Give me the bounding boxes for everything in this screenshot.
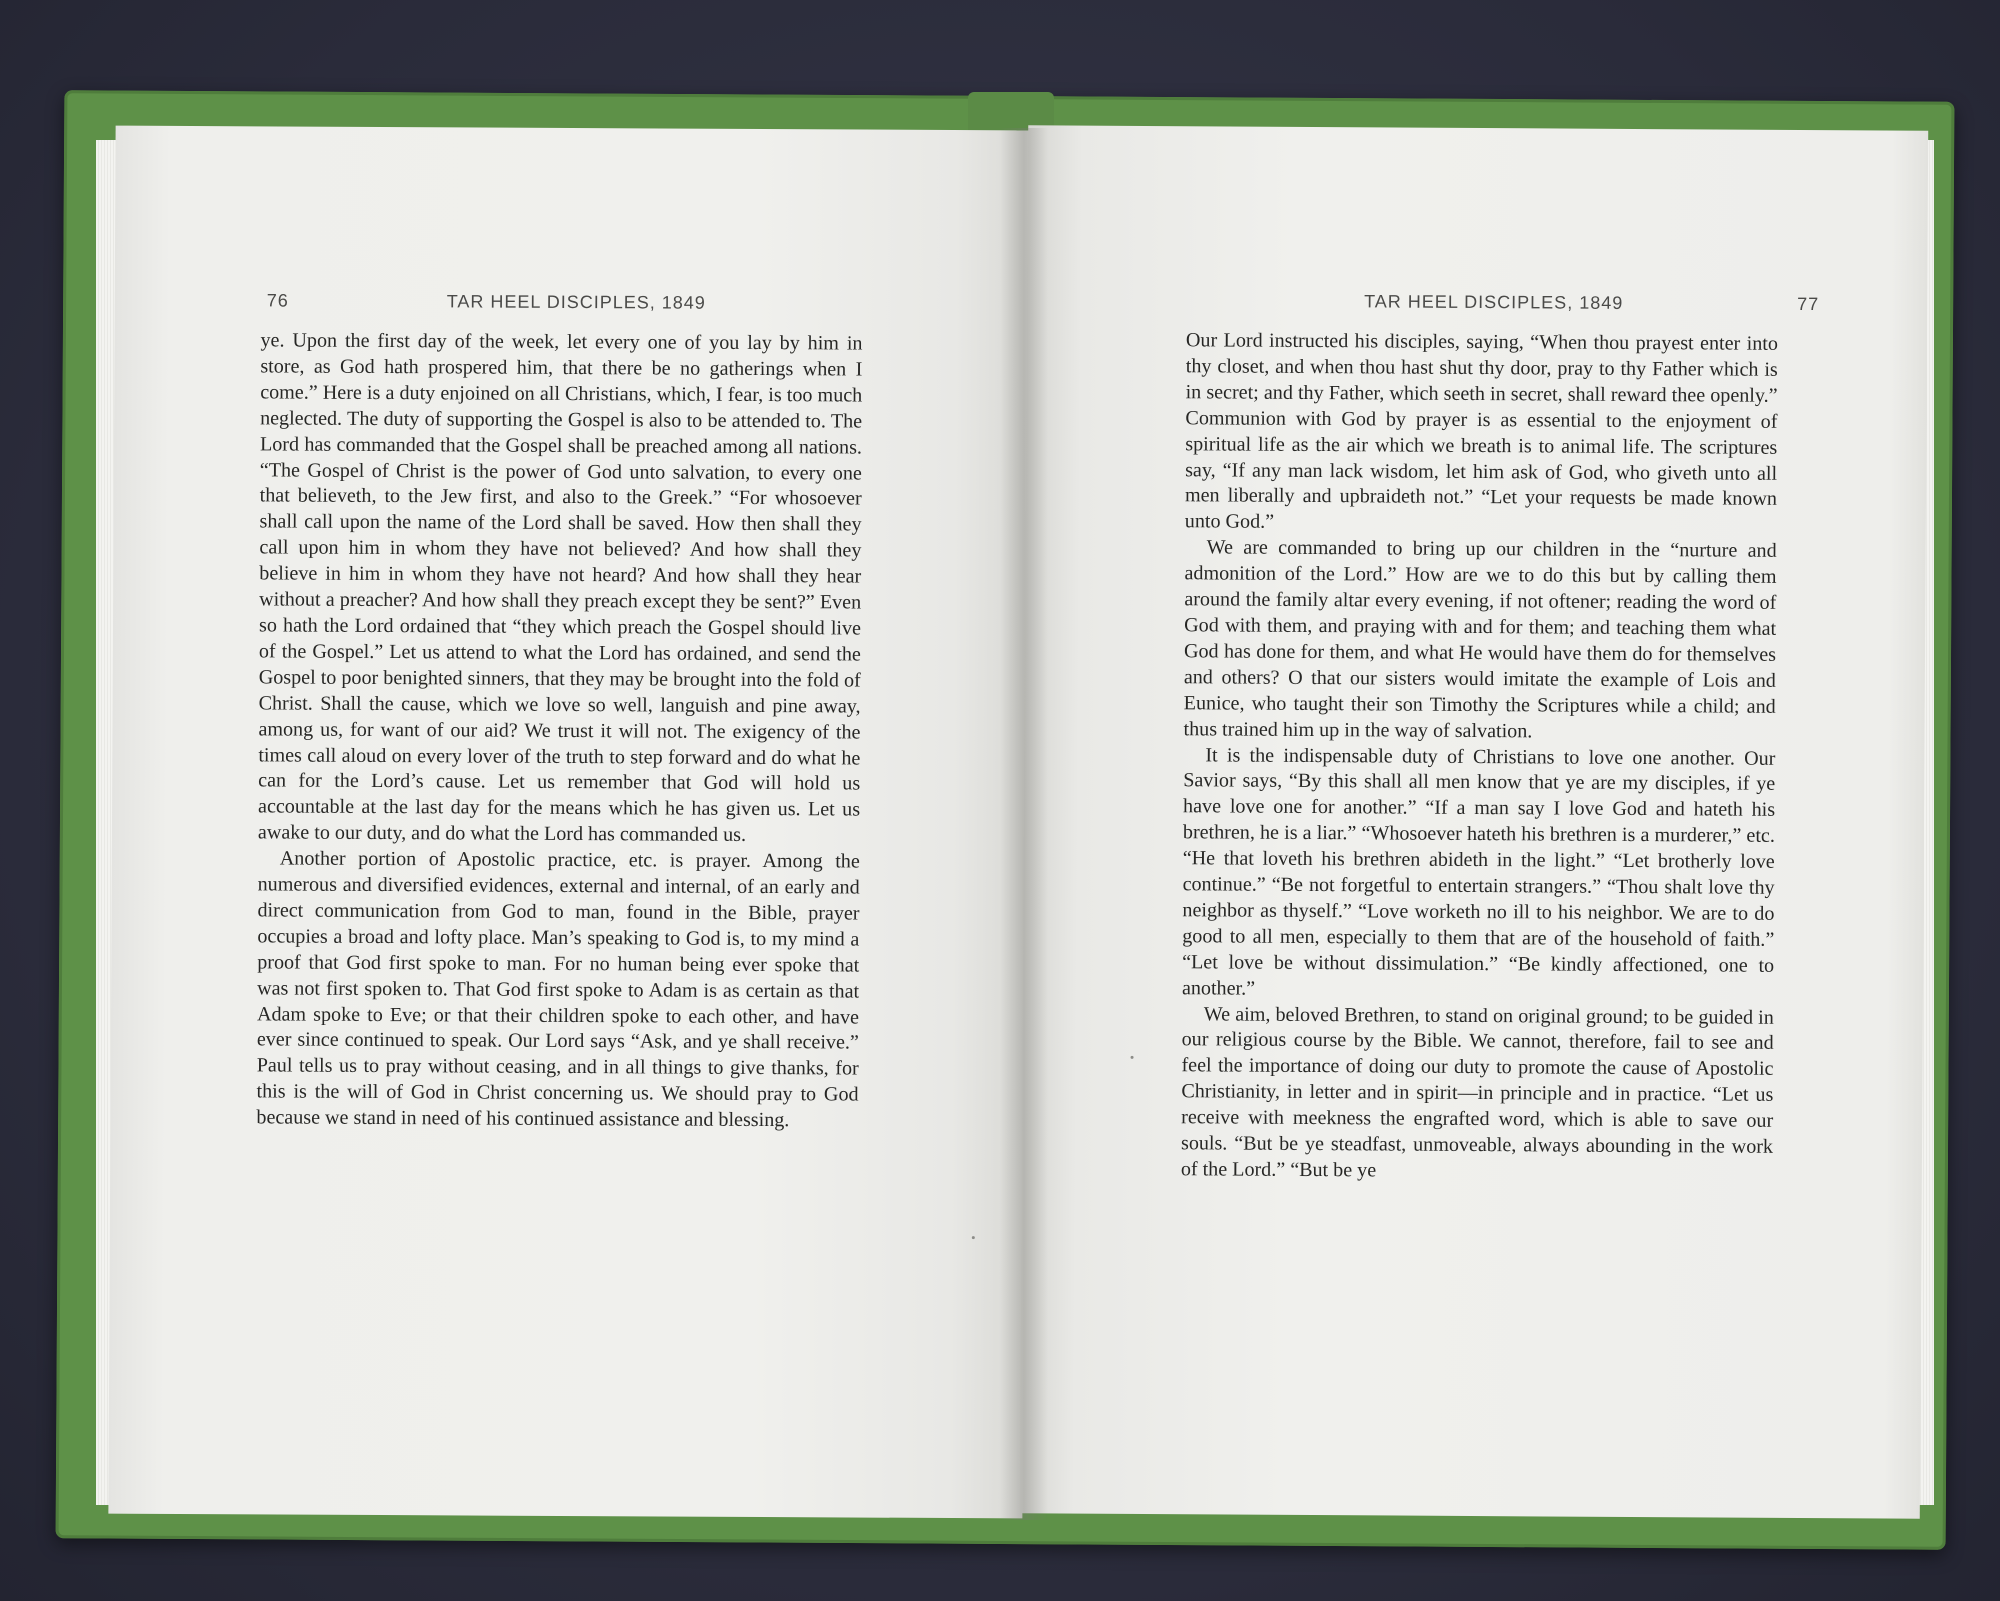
paper-speck xyxy=(972,1236,975,1239)
left-page xyxy=(108,126,1029,1519)
paragraph: It is the indispensable duty of Christians to love one another. Our Savior says, “By this shall all men know that ye are my disciples, if ye have love one for another.” “If a man say I love God and hateth his brethren, he is a liar.” “Whosoever hateth his brethren is a murderer,” etc. “He that loveth his brethren abideth in the light.” “Let brotherly love continue.” “Be not forgetful to entertain strangers.” “Thou shalt love thy neighbor as thyself.” “Love worketh no ill to his neighbor. We are to do good to all men, especially to them that are of the household of faith.” “Let love be without dissimulation.” “Be kindly affectioned, one to another.” xyxy=(1181,743,1776,1000)
paragraph: We aim, beloved Brethren, to stand on original ground; to be guided in our religious course by the Bible. We cannot, therefore, fail to see and feel the importance of doing our duty to promote the cause of Apostolic Christianity, in letter and in spirit—in principle and in practice. “Let us receive with meekness the engrafted word, which is able to save our souls. “But be ye steadfast, unmoveable, always abounding in the work of the Lord.” “But be ye xyxy=(1180,1002,1774,1182)
paragraph: Our Lord instructed his disciples, saying, “When thou prayest enter into thy closet, and when thou hast shut thy door, pray to thy Father which is in secret; and thy Father, which seeth in secret, shall reward thee openly.” Communion with God by prayer is as essential to the enjoyment of spiritual life as the air which we breath is to animal life. The scriptures say, “If any man lack wisdom, let him ask of God, who giveth unto all men liberally and upbraideth not.” “Let your requests be made known unto God.” xyxy=(1184,329,1778,534)
paper-speck xyxy=(1131,1056,1134,1059)
paragraph: We are commanded to bring up our children in the “nurture and admonition of the Lord.” How are we to do this but by calling them around the family altar every evening, if not oftener; reading the word of God with them, and praying with and for them; and teaching them what God has done for them, and what He would have them do for themselves and others? O that our sisters would imitate the example of Lois and Eunice, who taught their son Timothy the Scriptures while a child; and thus trained him up in the way of salvation. xyxy=(1183,536,1777,742)
left-page-body xyxy=(256,328,862,1134)
right-page-body xyxy=(1181,328,1778,1187)
page-number: 76 xyxy=(266,290,289,311)
paragraph: Another portion of Apostolic practice, etc. is prayer. Among the numerous and diversified evidences, external and internal, of an early and direct communication from God to man, found in the Bible, prayer occupies a broad and lofty place. Man’s speaking to God is, to my mind a proof that God first spoke to man. For no human being ever spoke that was not first spoken to. That God first spoke to Adam is as certain as that Adam spoke to Eve; or that their children spoke to each other, and have ever since continued to speak. Our Lord says “Ask, and ye shall receive.” Paul tells us to pray without ceasing, and in all things to give thanks, for this is the will of God in Christ concerning us. We should pray to God because we stand in need of his continued assistance and blessing. xyxy=(256,847,860,1132)
page-number: 77 xyxy=(1797,293,1820,315)
right-page-header xyxy=(1020,289,1819,324)
paragraph: ye. Upon the first day of the week, let every one of you lay by him in store, as God hath prospered him, that there be no gatherings when I come.” Here is a duty enjoined on all Christians, which, I fear, is too much neglected. The duty of supporting the Gospel is also to be attended to. The Lord has commanded that the Gospel shall be preached among all nations. “The Gospel of Christ is the power of God unto salvation, to every one that believeth, to the Jew first, and also to the Greek.” “For whosoever shall call upon the name of the Lord shall be saved. How then shall they call upon him in whom they have not believed? And how shall they believe in him in whom they have not heard? And how shall they hear without a preacher? And how shall they preach except they be sent?” Even so hath the Lord ordained that “they which preach the Gospel should live of the Gospel.” Let us attend to what the Lord has ordained, and send the Gospel to poor benighted sinners, that they may be brought into the fold of Christ. Shall the cause, which we love so well, languish and pine away, among us, for want of our aid? We trust it will not. The exigency of the times call aloud on every lover of the truth to step forward and do what he can for the Lord’s cause. Let us remember that God will hold us accountable at the last day for the means which he has given us. Let us awake to our duty, and do what the Lord has commanded us. xyxy=(257,329,863,847)
left-page-header xyxy=(267,290,877,323)
running-title: TAR HEEL DISCIPLES, 1849 xyxy=(446,291,706,313)
running-title: TAR HEEL DISCIPLES, 1849 xyxy=(1364,291,1624,313)
right-page xyxy=(1020,125,1928,1518)
